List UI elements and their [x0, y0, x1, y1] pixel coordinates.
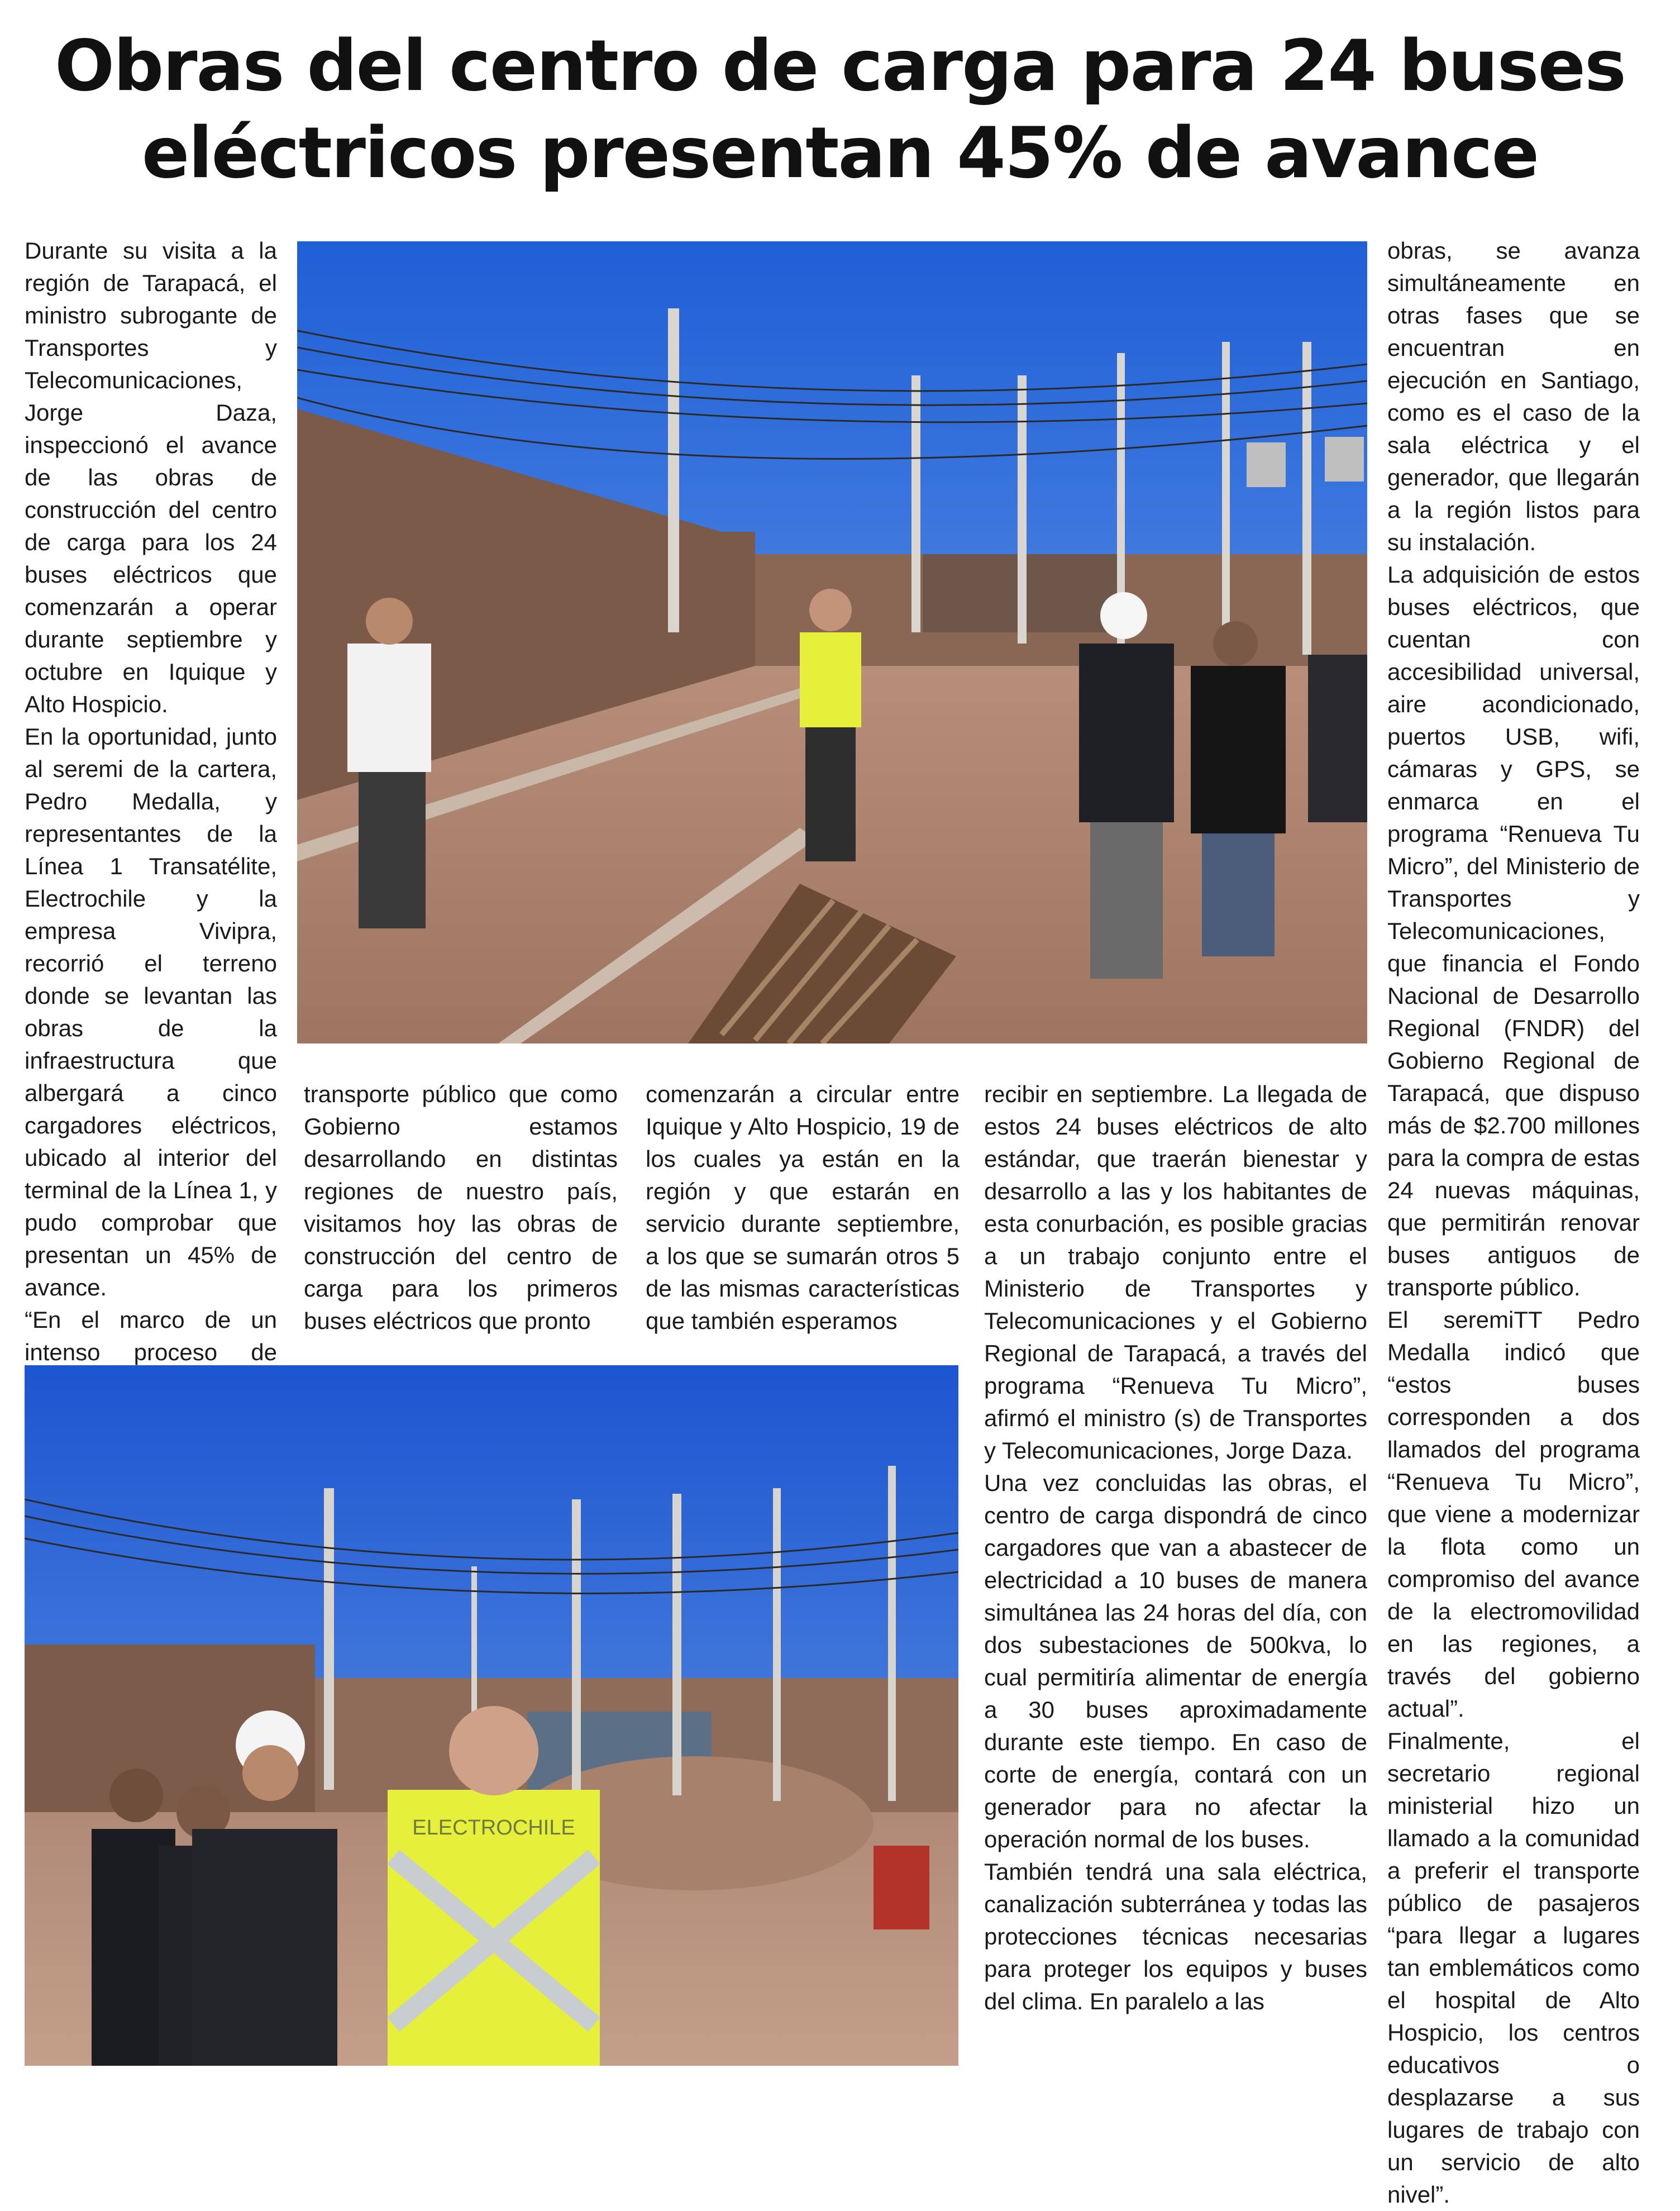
column-3 — [646, 1078, 960, 1337]
column-5 — [1387, 235, 1640, 2211]
paragraph: Finalmente, el secretario regional ministerial hizo un llamado a la comunidad a preferir el transporte público de pasajeros “para llegar a lugares tan emblemáticos como el hospital de Alto Hospicio, los centros educativos o desplazarse a sus lugares de trabajo con un servicio de alto nivel”. — [1387, 1728, 1640, 2208]
headline-line-1: Obras del centro de carga para 24 buses — [55, 25, 1625, 107]
column-1 — [25, 235, 277, 1401]
paragraph: comenzarán a circular entre Iquique y Alto Hospicio, 19 de los cuales ya están en la región y que estarán en servicio durante septiembre, a los que se sumarán otros 5 de las mismas características que también esperamos — [646, 1081, 960, 1334]
column-4 — [984, 1078, 1367, 2018]
paragraph: El seremiTT Pedro Medalla indicó que “estos buses corresponden a dos llamados del programa “Renueva Tu Micro”, que viene a modernizar la flota como un compromiso del avance de la electromovilidad en las regiones, a través del gobierno actual”. — [1387, 1307, 1640, 1722]
paragraph: También tendrá una sala eléctrica, canalización subterránea y todas las protecciones técnicas necesarias para proteger los equipos y buses del clima. En paralelo a las — [984, 1859, 1367, 2014]
headline-line-2: eléctricos presentan 45% de avance — [141, 112, 1539, 194]
paragraph: Durante su visita a la región de Tarapacá, el ministro subrogante de Transportes y Telecomunicaciones, Jorge Daza, inspeccionó el avance de las obras de construcción del centro de carga para los 24 buses eléctricos que comenzarán a operar durante septiembre y octubre en Iquique y Alto Hospicio. — [25, 237, 277, 717]
paragraph: En la oportunidad, junto al seremi de la cartera, Pedro Medalla, y representantes de la Línea 1 Transatélite, Electrochile y la empresa Vivipra, recorrió el terreno donde se levantan las obras de la infraestructura que albergará a cinco cargadores eléctricos, ubicado al interior del terminal de la Línea 1, y pudo comprobar que presentan un 45% de avance. — [25, 723, 277, 1300]
construction-site-photo-bottom — [25, 1365, 958, 2066]
paragraph: transporte público que como Gobierno estamos desarrollando en distintas regiones de nuestro país, visitamos hoy las obras de construcción del centro de carga para los primeros buses eléctricos que pronto — [304, 1081, 618, 1334]
headline — [0, 22, 1680, 197]
vest-logo: ELECTROCHILE — [412, 1816, 575, 1840]
paragraph: “En el marco de un intenso proceso de — [25, 1307, 277, 1365]
top-photo — [297, 241, 1367, 1043]
paragraph: recibir en septiembre. La llegada de estos 24 buses eléctricos de alto estándar, que traerán bienestar y desarrollo a las y los habitantes de esta conurbación, es posible gracias a un trabajo conjunto entre el Ministerio de Transportes y Telecomunicaciones y el Gobierno Regional de Tarapacá, a través del programa “Renueva Tu Micro”, afirmó el ministro (s) de Transportes y Telecomunicaciones, Jorge Daza. — [984, 1081, 1367, 1464]
column-2 — [304, 1078, 618, 1337]
paragraph: Una vez concluidas las obras, el centro de carga dispondrá de cinco cargadores que van a abastecer de electricidad a 10 buses de manera simultánea las 24 horas del día, con dos subestaciones de 500kva, lo cual permitiría alimentar de energía a 30 buses aproximadamente durante este tiempo. En caso de corte de energía, contará con un generador para no afectar la operación normal de los buses. — [984, 1470, 1367, 1852]
paragraph: obras, se avanza simultáneamente en otras fases que se encuentran en ejecución en Santiago, como es el caso de la sala eléctrica y el generador, que llegarán a la región listos para su instalación. — [1387, 237, 1640, 555]
bottom-photo — [25, 1365, 958, 2066]
construction-site-photo-top — [297, 241, 1367, 1043]
paragraph: La adquisición de estos buses eléctricos, que cuentan con accesibilidad universal, aire acondicionado, puertos USB, wifi, cámaras y GPS, se enmarca en el programa “Renueva Tu Micro”, del Ministerio de Transportes y Telecomunicaciones, que financia el Fondo Nacional de Desarrollo Regional (FNDR) del Gobierno Regional de Tarapacá, que dispuso más de $2.700 millones para la compra de estas 24 nuevas máquinas, que permitirán renovar buses antiguos de transporte público. — [1387, 561, 1640, 1300]
